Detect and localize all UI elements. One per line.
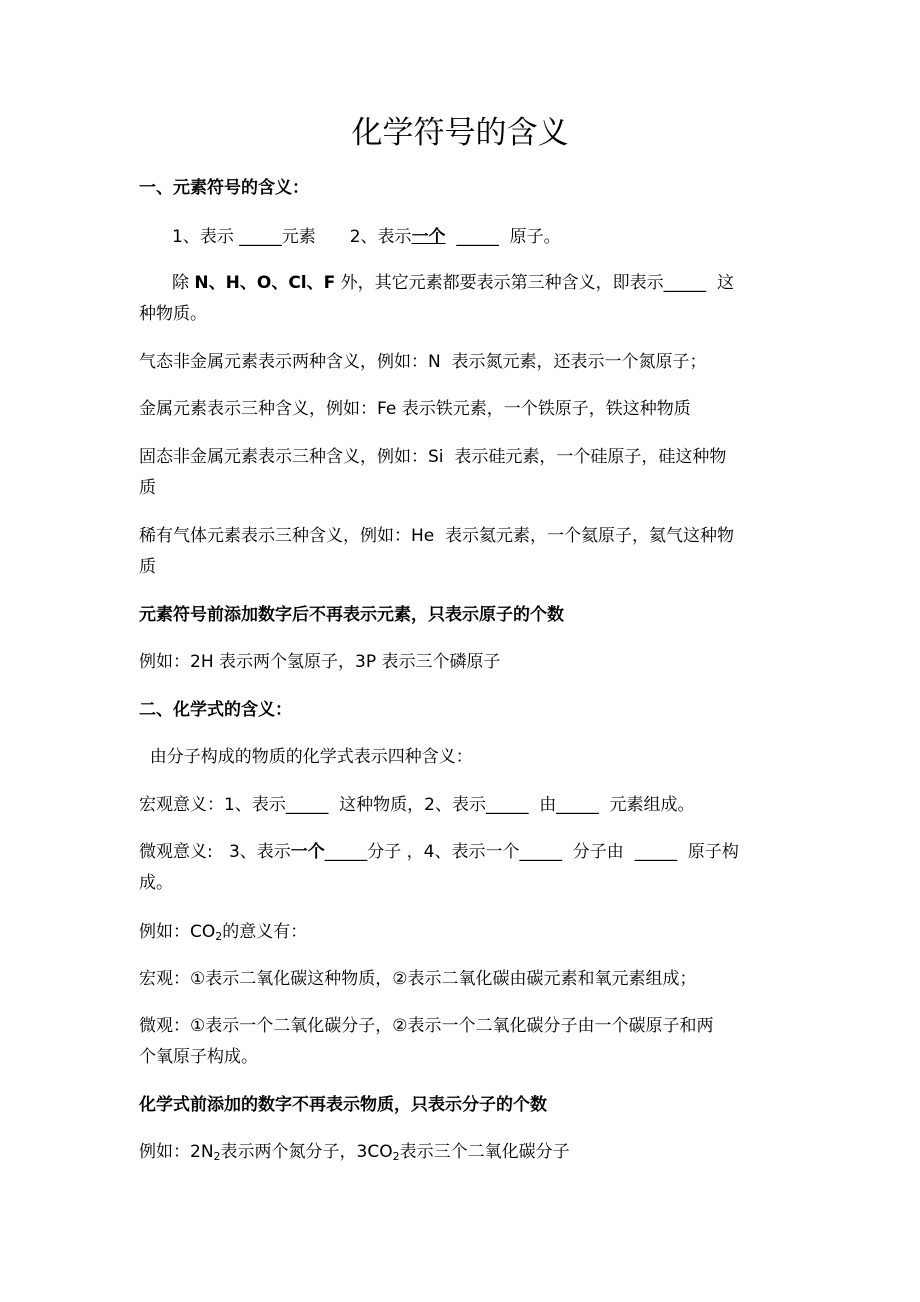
subscript: 2	[392, 1150, 400, 1163]
paragraph: 个氧原子构成。	[139, 1047, 258, 1067]
paragraph: 宏观意义：1、表示_____ 这种物质，2、表示_____ 由_____ 元素组成。	[139, 795, 695, 815]
paragraph: 例如：2H 表示两个氢原子，3P 表示三个磷原子	[139, 652, 501, 672]
paragraph: 质	[139, 557, 156, 577]
text: 例如：CO	[139, 922, 216, 942]
text: 例如：2N	[139, 1142, 214, 1162]
text: 1、表示 _____元素	[172, 227, 316, 247]
text: _____ 原子。	[445, 227, 561, 247]
text: 表示三个二氧化碳分子	[399, 1142, 570, 1162]
text: 一个	[411, 227, 446, 247]
text: 外，其它元素都要表示第三种含义，即表示_____ 这	[335, 273, 734, 293]
text: 的意义有：	[222, 922, 308, 942]
section-heading: 一、元素符号的含义：	[139, 178, 309, 198]
text: 一个	[290, 842, 325, 862]
paragraph	[139, 841, 739, 863]
text: 微观意义: 3、表示	[139, 842, 291, 862]
subscript: 2	[215, 930, 223, 943]
subscript: 2	[213, 1150, 221, 1163]
paragraph: 成。	[139, 873, 173, 893]
paragraph: 稀有气体元素表示三种含义，例如：He 表示氦元素，一个氦原子，氦气这种物	[139, 526, 735, 546]
rule-text: 元素符号前添加数字后不再表示元素，只表示原子的个数	[139, 605, 564, 625]
paragraph	[139, 921, 307, 948]
rule-text: 化学式前添加的数字不再表示物质，只表示分子的个数	[139, 1095, 547, 1115]
text: _____分子 ，4、表示一个_____ 分子由 _____ 原子构	[324, 842, 739, 862]
paragraph	[172, 272, 734, 294]
page-title: 化学符号的含义	[351, 115, 569, 151]
paragraph: 气态非金属元素表示两种含义，例如：N 表示氮元素，还表示一个氮原子；	[139, 352, 707, 372]
paragraph: 固态非金属元素表示三种含义，例如：Si 表示硅元素，一个硅原子，硅这种物	[139, 447, 727, 467]
text: 除	[172, 273, 195, 293]
paragraph: 由分子构成的物质的化学式表示四种含义：	[139, 747, 473, 767]
paragraph: 种物质。	[139, 304, 207, 324]
text: 2、表示	[349, 227, 412, 247]
paragraph	[139, 1141, 570, 1168]
paragraph	[172, 226, 561, 248]
paragraph: 微观：①表示一个二氧化碳分子，②表示一个二氧化碳分子由一个碳原子和两	[139, 1016, 714, 1036]
text: 表示两个氮分子，3CO	[220, 1142, 393, 1162]
paragraph: 宏观：①表示二氧化碳这种物质，②表示二氧化碳由碳元素和氧元素组成；	[139, 969, 697, 989]
paragraph: 金属元素表示三种含义，例如：Fe 表示铁元素，一个铁原子，铁这种物质	[139, 399, 691, 419]
paragraph: 质	[139, 478, 156, 498]
text: N、H、O、Cl、F	[194, 273, 336, 293]
section-heading: 二、化学式的含义：	[139, 700, 292, 720]
